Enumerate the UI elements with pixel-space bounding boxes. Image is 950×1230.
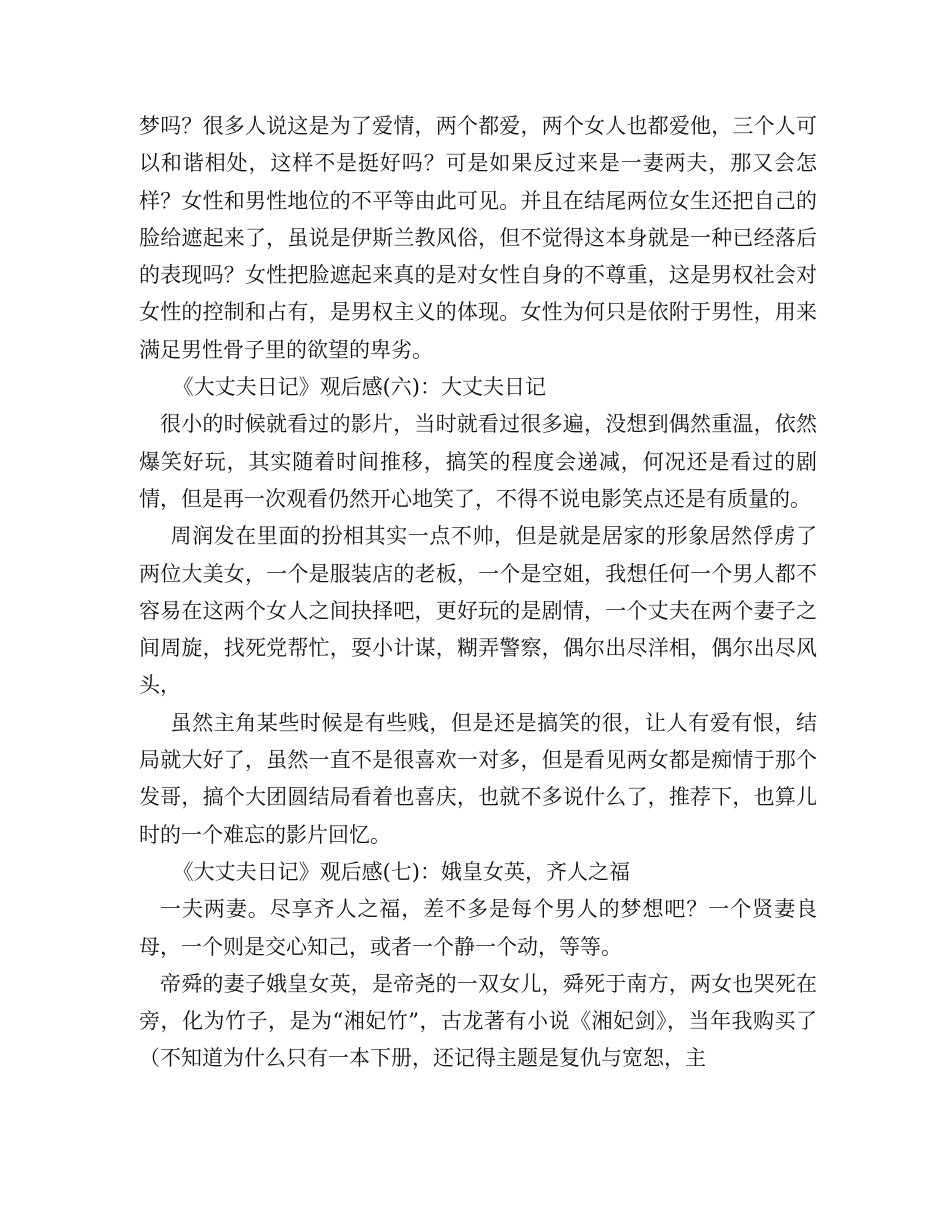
section-heading-7: 《大丈夫日记》观后感(七)：娥皇女英，齐人之福 — [172, 859, 630, 884]
document-body — [139, 108, 817, 1078]
paragraph-2: 很小的时候就看过的影片，当时就看过很多遍，没想到偶然重温，依然爆笑好玩，其实随着时间推移，搞笑的程度会递减，何况还是看过的剧情，但是再一次观看仍然开心地笑了，不得不说电影笑点还是有质量的。 — [139, 412, 817, 511]
section-heading-6: 《大丈夫日记》观后感(六)：大丈夫日记 — [172, 375, 546, 400]
paragraph-3: 周润发在里面的扮相其实一点不帅，但是就是居家的形象居然俘虏了两位大美女，一个是服装店的老板，一个是空姐，我想任何一个男人都不容易在这两个女人之间抉择吧，更好玩的是剧情，一个丈夫在两个妻子之间周旋，找死党帮忙，耍小计谋，糊弄警察，偶尔出尽洋相，偶尔出尽风头， — [139, 524, 817, 698]
paragraph-6: 帝舜的妻子娥皇女英，是帝尧的一双女儿，舜死于南方，两女也哭死在旁，化为竹子，是为“湘妃竹”，古龙著有小说《湘妃剑》，当年我购买了（不知道为什么只有一本下册，还记得主题是复仇与宽恕，主 — [139, 971, 817, 1071]
paragraph-4: 虽然主角某些时候是有些贱，但是还是搞笑的很，让人有爱有恨，结局就大好了，虽然一直不是很喜欢一对多，但是看见两女都是痴情于那个发哥，搞个大团圆结局看着也喜庆，也就不多说什么了，推荐下，也算儿时的一个难忘的影片回忆。 — [139, 710, 817, 847]
paragraph-5: 一夫两妻。尽享齐人之福，差不多是每个男人的梦想吧？一个贤妻良母，一个则是交心知己，或者一个静一个动，等等。 — [139, 897, 817, 959]
paragraph-1: 梦吗？很多人说这是为了爱情，两个都爱，两个女人也都爱他，三个人可以和谐相处，这样不是挺好吗？可是如果反过来是一妻两夫，那又会怎样？女性和男性地位的不平等由此可见。并且在结尾两位女生还把自己的脸给遮起来了，虽说是伊斯兰教风俗，但不觉得这本身就是一种已经落后的表现吗？女性把脸遮起来真的是对女性自身的不尊重，这是男权社会对女性的控制和占有，是男权主义的体现。女性为何只是依附于男性，用来满足男性骨子里的欲望的卑劣。 — [139, 114, 817, 362]
